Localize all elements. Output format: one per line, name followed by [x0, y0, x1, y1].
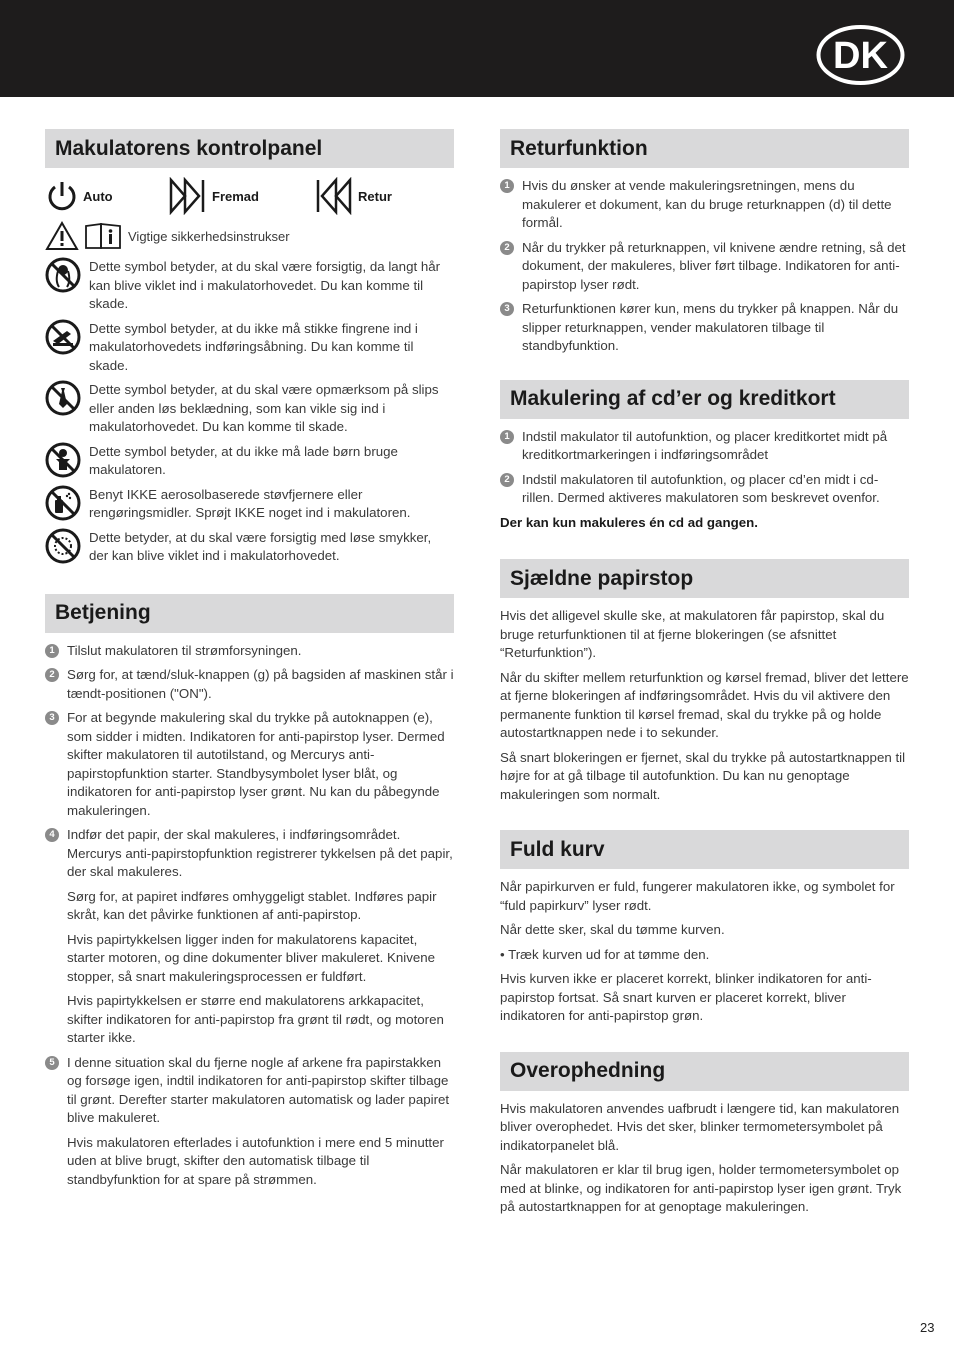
control-panel-heading: Makulatorens kontrolpanel — [45, 129, 454, 168]
reverse-steps — [500, 177, 909, 356]
symbol-row — [45, 528, 454, 566]
no-jewelry-icon — [45, 528, 81, 564]
paragraph: Hvis kurven ikke er placeret korrekt, blinker indikatoren for anti-papirstop fortsat. Så snart kurven er placeret korrekt, bliver indikatoren for anti-papirstop grøn. — [500, 971, 872, 1023]
symbol-text: Dette symbol betyder, at du skal være forsigtig, da langt hår kan blive viklet ind i makulatorhovedet. Du kan komme til skade. — [89, 259, 441, 311]
symbol-text: Dette betyder, at du skal være forsigtig med løse smykker, der kan blive viklet ind i makulatorhovedet. — [89, 529, 432, 563]
manual-info-icon — [84, 222, 122, 250]
symbol-row — [45, 319, 454, 376]
no-long-hair-icon — [45, 257, 81, 293]
jams-body — [500, 607, 909, 804]
list-item — [500, 177, 909, 233]
right-column — [500, 129, 909, 1223]
full-bin-heading: Fuld kurv — [500, 830, 909, 869]
step-number: 1 — [500, 179, 514, 193]
step-text: I denne situation skal du fjerne nogle af arkene fra papirstakken og forsøge igen, indtil indikatoren for anti-papirstop skifter tilbage til grønt. Derefter starter makulatoren automatisk og lader papiret blive makuleret. — [67, 1054, 450, 1125]
control-reverse — [314, 177, 392, 215]
safety-heading: Vigtige sikkerhedsinstrukser — [128, 228, 290, 244]
list-item — [45, 666, 454, 703]
step-text: Indstil makulator til autofunktion, og placer kreditkortet midt på kreditkortmarkeringen i indføringsområdet — [522, 428, 888, 462]
no-aerosol-icon — [45, 485, 81, 521]
page-number: 23 — [920, 1320, 935, 1335]
step-text: Sørg for, at tænd/sluk-knappen (g) på bagsiden af maskinen står i tændt-positionen ("ON"). — [67, 667, 454, 701]
list-item — [45, 1054, 454, 1190]
country-code: DK — [833, 35, 888, 77]
paragraph: Når dette sker, skal du tømme kurven. — [500, 922, 725, 937]
country-badge — [816, 25, 905, 85]
step-number: 2 — [45, 668, 59, 682]
paragraph: Når makulatoren er klar til brug igen, holder termometersymbolet op med at blinke, og indikatoren for anti-papirstop lyser igen grønt. Tryk på autostartknappen for at genoptage makuleringen. — [500, 1162, 902, 1214]
step-number: 1 — [500, 430, 514, 444]
symbol-text: Dette symbol betyder, at du skal være opmærksom på slips eller anden løs beklædning, som kan vikle sig ind i makulatorhovedet. Du kan komme til skade. — [89, 382, 439, 434]
symbol-text: Dette symbol betyder, at du ikke må stikke fingrene ind i makulatorhovedets indføringsåbning. Du kan komme til skade. — [89, 320, 418, 373]
paragraph: Når du skifter mellem returfunktion og kørsel fremad, bliver det lettere at fjerne blokeringen af indføringsområdet. Hvis du vil aktivere den permanente funktion til kørsel fremad, skal du trykke på og holde autostartknappen nede i to sekunder. — [500, 669, 909, 740]
control-label: Retur — [358, 188, 392, 204]
cd-cards-steps — [500, 428, 909, 508]
step-text: Hvis makulatoren efterlades i autofunktion i mere end 5 minutter uden at blive brugt, skifter den automatisk tilbage til standbyfunktion for at spare på strømmen. — [67, 1134, 444, 1187]
list-item — [500, 300, 909, 356]
reverse-heading: Returfunktion — [500, 129, 909, 168]
safety-symbols — [45, 257, 454, 566]
step-text: Tilslut makulatoren til strømforsyningen. — [67, 642, 302, 658]
control-auto — [45, 179, 168, 213]
cd-note: Der kan kun makuleres én cd ad gangen. — [500, 514, 758, 530]
fast-forward-icon — [168, 177, 208, 215]
paragraph: Når papirkurven er fuld, fungerer makulatoren ikke, og symbolet for “fuld papirkurv” lyser rødt. — [500, 879, 895, 913]
list-item — [45, 642, 454, 661]
paragraph: Så snart blokeringen er fjernet, skal du trykke på autostartknappen til højre for at gå tilbage til autofunktion. Du kan nu genoptage makuleringen som normalt. — [500, 749, 906, 802]
list-item — [500, 471, 909, 508]
step-number: 3 — [500, 302, 514, 316]
step-number: 2 — [500, 473, 514, 487]
header-bar — [0, 0, 954, 97]
step-number: 4 — [45, 828, 59, 842]
left-column — [45, 129, 454, 1195]
step-text: Indfør det papir, der skal makuleres, i indføringsområdet. Mercurys anti-papirstopfunktion registrerer tykkelsen på det papir, der skal makuleres. — [67, 827, 453, 879]
step-text: For at begynde makulering skal du trykke på autoknappen (e), som sidder i midten. Indikatoren for anti-papirstop lyser. Dermed skifter makulatoren til autotilstand, og Mercurys anti-papirstopfunktion starter. Standbysymbolet lyser blåt, og indikatoren for anti-papirstop lyser grønt. Nu kan du påbegynde makuleringen. — [67, 710, 445, 818]
no-children-icon — [45, 442, 81, 478]
paragraph: Hvis makulatoren anvendes uafbrudt i længere tid, kan makulatoren bliver overophedet. Hvis det sker, blinker termometersymbolet på indikatorpanelet blå. — [500, 1100, 900, 1153]
symbol-text: Dette symbol betyder, at du ikke må lade børn bruge makulatoren. — [89, 443, 398, 477]
symbol-row — [45, 257, 454, 314]
safety-heading-row — [45, 221, 454, 251]
control-legend — [45, 177, 454, 215]
rewind-icon — [314, 177, 354, 215]
power-icon — [45, 179, 79, 213]
no-tie-icon — [45, 380, 81, 416]
operation-steps — [45, 642, 454, 1190]
paragraph: • Træk kurven ud for at tømme den. — [500, 946, 710, 962]
warning-icon — [45, 221, 79, 251]
symbol-row — [45, 380, 454, 437]
list-item — [45, 826, 454, 1048]
cd-cards-heading: Makulering af cd’er og kreditkort — [500, 380, 909, 419]
step-text: Hvis papirtykkelsen ligger inden for makulatorens kapacitet, starter motoren, og dine dokumenter bliver makuleret. Knivene stopper, så snart makuleringsprocessen er fuldført. — [67, 931, 436, 984]
control-label: Auto — [83, 188, 113, 204]
step-text: Indstil makulatoren til autofunktion, og placer cd’en midt i cd-rillen. Dermed aktiveres makulatoren som beskrevet ovenfor. — [522, 471, 880, 505]
operation-heading: Betjening — [45, 594, 454, 633]
symbol-text: Benyt IKKE aerosolbaserede støvfjernere eller rengøringsmidler. Sprøjt IKKE noget ind i makulatoren. — [89, 486, 411, 520]
list-item — [500, 239, 909, 295]
list-item — [500, 428, 909, 465]
step-number: 3 — [45, 711, 59, 725]
overheat-body — [500, 1100, 909, 1217]
no-fingers-icon — [45, 319, 81, 355]
step-number: 2 — [500, 241, 514, 255]
overheat-heading: Overophedning — [500, 1052, 909, 1091]
list-item — [45, 709, 454, 820]
step-text: Hvis du ønsker at vende makuleringsretningen, mens du makulerer et dokument, kan du bruge returknappen (d) til dette formål. — [522, 178, 892, 230]
paragraph: Hvis det alligevel skulle ske, at makulatoren får papirstop, skal du bruge returfunktionen til at fjerne blokeringen (se afsnittet “Returfunktion”). — [500, 608, 885, 660]
step-text: Sørg for, at papiret indføres omhyggeligt stablet. Indføres papir skråt, kan det påvirke funktionen af anti-papirstop. — [67, 888, 437, 922]
control-label: Fremad — [212, 188, 259, 204]
symbol-row — [45, 485, 454, 523]
symbol-row — [45, 442, 454, 480]
step-text: Hvis papirtykkelsen er større end makulatorens arkkapacitet, skifter indikatoren for anti-papirstop fra grønt til rødt, og motoren starter ikke. — [67, 993, 444, 1045]
step-number: 5 — [45, 1056, 59, 1070]
full-bin-body — [500, 878, 909, 1026]
step-number: 1 — [45, 644, 59, 658]
step-text: Når du trykker på returknappen, vil knivene ændre retning, så det dokument, der makuleres, bliver ført tilbage. Indikatoren for anti-papirstop lyser rødt. — [522, 239, 906, 292]
step-text: Returfunktionen kører kun, mens du trykker på knappen. Når du slipper returknappen, vender makulatoren tilbage til standbyfunktion. — [522, 301, 899, 353]
control-forward — [168, 177, 314, 215]
jams-heading: Sjældne papirstop — [500, 559, 909, 598]
